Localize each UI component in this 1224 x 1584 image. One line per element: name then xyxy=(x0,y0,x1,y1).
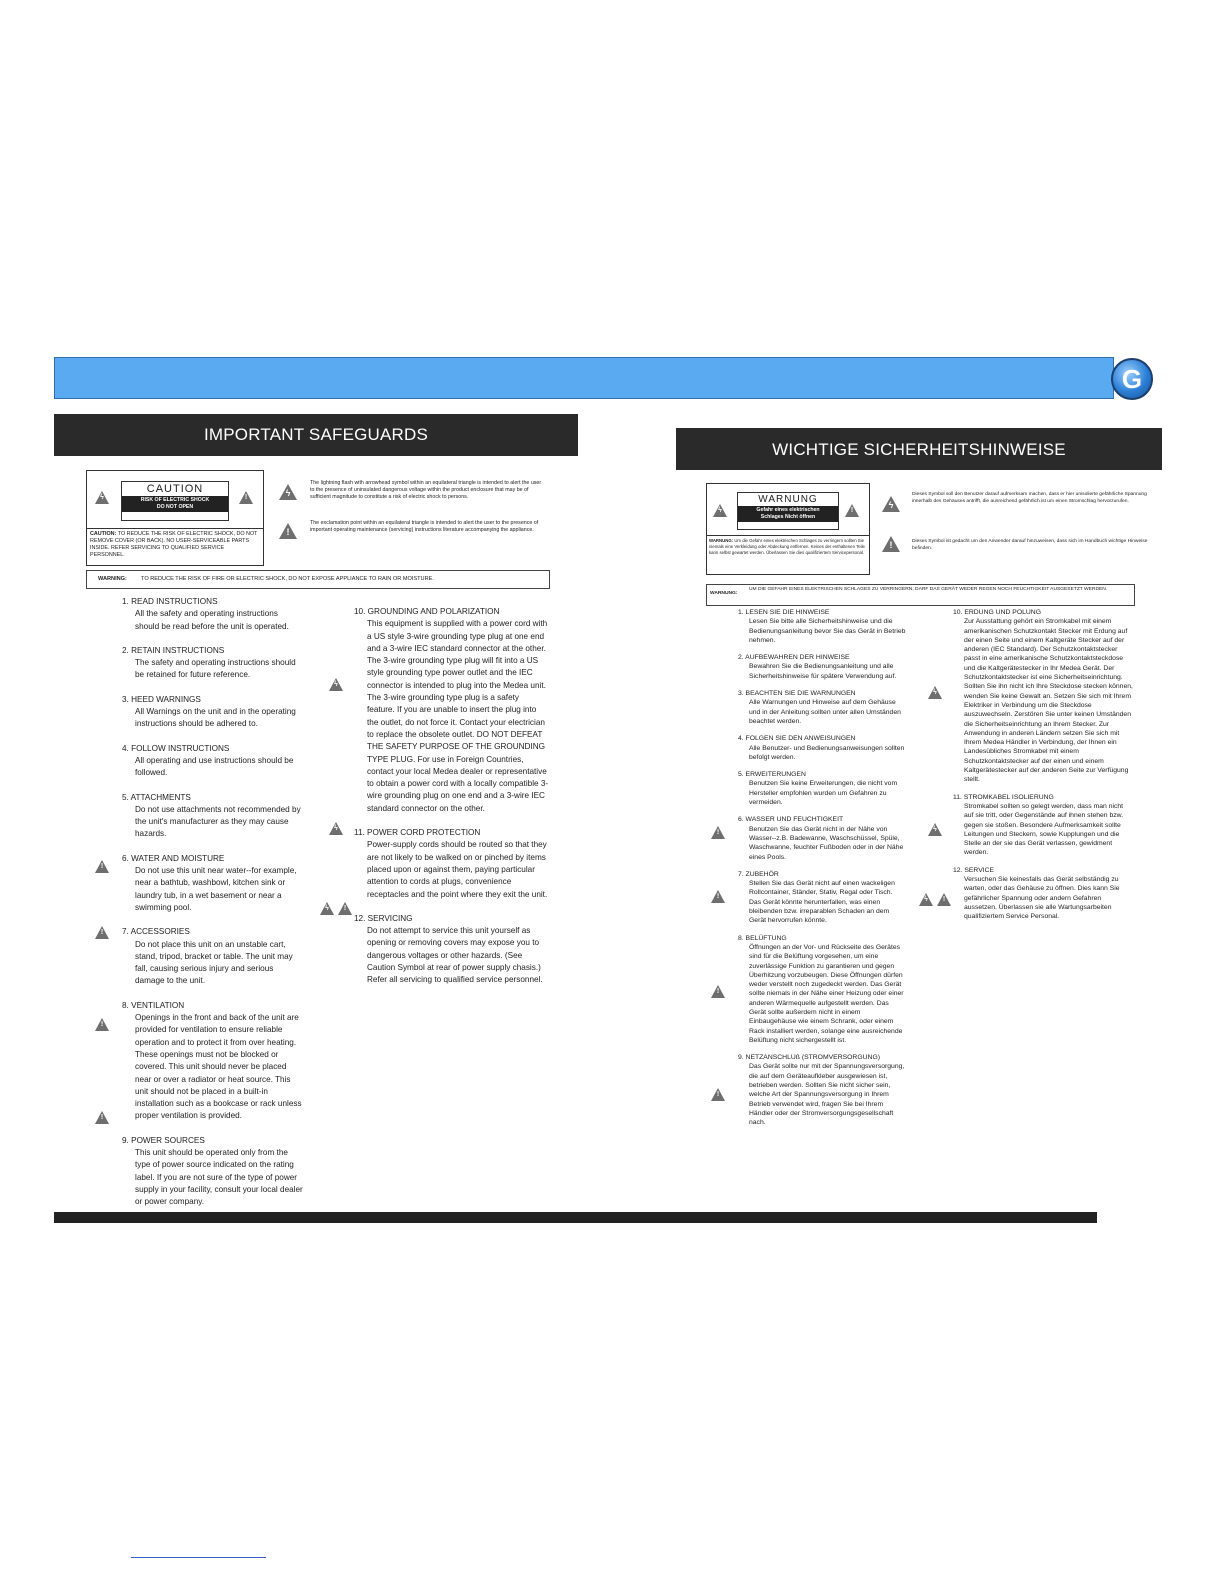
safeguards-column-left-english xyxy=(122,596,304,1208)
exclamation-triangle-icon: ! xyxy=(95,926,109,939)
list-item: 12. SERVICE Versuchen Sie keinesfalls das Gerät selbständig zu warten, oder das Gehäuse zu öffnen. Dies kann Sie gefährlicher Spannung oder andern Gefahren aussetzen. Überlassen sie alle Wartungsarbeiten qualifiziertem Service Personal. xyxy=(953,866,1120,921)
exclamation-triangle-icon: ! xyxy=(711,985,725,998)
exclamation-triangle-icon: ! xyxy=(711,826,725,839)
safeguards-column-right-german xyxy=(953,608,1133,922)
list-item: 3. HEED WARNINGS All Warnings on the unit and in the operating instructions should be adhered to. xyxy=(122,694,296,729)
list-item: 2. AUFBEWAHREN DER HINWEISE Bewahren Sie die Bedienungsanleitung und alle Sicherheitshinweise für spätere Verwendung auf. xyxy=(738,654,897,680)
page-title-english: IMPORTANT SAFEGUARDS xyxy=(54,414,578,456)
list-item: 9. POWER SOURCES This unit should be operated only from the type of power source indicated on the rating label. If you are not sure of the type of power supply in your facility, consult your local dealer or power company. xyxy=(122,1135,303,1207)
list-item: 5. ERWEITERUNGEN Benutzen Sie keine Erweiterungen, die nicht vom Hersteller empfohlen wurden um Gefahren zu vermeiden. xyxy=(738,771,898,807)
lightning-triangle-icon: ϟ xyxy=(713,504,727,517)
exclamation-triangle-icon: ! xyxy=(95,860,109,873)
caution-note-english: CAUTION: TO REDUCE THE RISK OF ELECTRIC SHOCK, DO NOT REMOVE COVER (OR BACK). NO USER-SERVICEABLE PARTS INSIDE. REFER SERVICING TO QUALIFIED SERVICE PERSONNEL. xyxy=(86,528,264,566)
safeguards-column-right-english xyxy=(354,606,549,987)
lightning-symbol-description: Dieses Symbol soll den Benutzer darauf aufmerksam machen, dass er hier unisolierte gefährliche Spannung innerhalb des Gehäuses antrifft, die ausreichend gefährlich ist um einen Stromschlag hervorzurufen. xyxy=(912,492,1147,504)
list-item: 6. WASSER UND FEUCHTIGKEIT Benutzen Sie das Gerät nicht in der Nähe von Wasser--z.B. Badewanne, Waschschüssel, Spüle, Waschwanne, feuchter Fußboden oder in der Nähe eines Pools. xyxy=(738,816,904,861)
exclamation-symbol-description: The exclamation point within an equilateral triangle is intended to alert the user to the presence of important operating maintenance (servicing) instructions literature accompanying the appliance. xyxy=(310,520,539,533)
list-item: 3. BEACHTEN SIE DIE WARNUNGEN Alle Warnungen und Hinweise auf dem Gehäuse und in der Anleitung sollten unter allen Umständen beachtet werden. xyxy=(738,690,901,725)
footer-link-underline xyxy=(131,1557,266,1558)
caution-note-german: WARNUNG: Um die Gefahr eines elektrischen Schlages zu verringern sollten Sie niemals eine Verkleidung oder Abdeckung entfernen. Keines der enthaltenen Teile kann selbst gewartet werden. Überlassen Sie dies qualifiziertem Servicepersonal. xyxy=(706,535,870,575)
lightning-triangle-icon: ϟ xyxy=(320,902,334,915)
list-item: 7. ACCESSORIES Do not place this unit on an unstable cart, stand, tripod, bracket or table. The unit may fall, causing serious injury and serious damage to the unit. xyxy=(122,927,293,986)
list-item: 4. FOLLOW INSTRUCTIONS All operating and use instructions should be followed. xyxy=(122,743,294,778)
g-logo-icon: G xyxy=(1111,358,1153,400)
list-item: 10. ERDUNG UND POLUNG Zur Ausstattung gehört ein Stromkabel mit einem amerikanischen Schutzkontakt Stecker mit Erdung auf der einen Seite und einem Kaltgeräte Stecker auf der anderen (IEC Standard). Der Schutzkontaktstecker passt in eine amerikanische Schutzkontaktsteckdose und die Kaltgerätestecker in Ihr Medea Gerät. Der Schutzkontaktstecker ist eine Sicherheitseinrichtung. Sollten Sie ihn nicht ich Ihre Steckdose stecken können, wenden Sie keine Gewalt an. Setzen Sie sich mit Ihrem Elektriker in Verbindung um die Steckdose auszuwechseln. Zerstören Sie unter keinen Umständen die Sicherheitseinrichtung an Ihrem Stecker. Zur Anwendung in anderen Ländern setzen Sie sich mit Ihrem Medea Händler in Verbindung, der Ihnen ein Landesübliches Stromkabel mit einem Schutzkontaktstecker auf der einen und einem Kaltgerätestecker auf der anderen Seite zur Verfügung stellt. xyxy=(953,609,1133,784)
exclamation-symbol-description: Dieses Symbol ist gedacht um den Anwender darauf hinzuweisen, dass sich im Handbuch wichtige Hinweise befinden. xyxy=(912,539,1148,551)
lightning-triangle-icon: ϟ xyxy=(279,484,297,500)
header-band xyxy=(54,357,1114,399)
list-item: 8. VENTILATION Openings in the front and back of the unit are provided for ventilation to ensure reliable operation and to protect it from over heating. These openings must not be blocked or covered. This unit should never be placed near or over a radiator or heat source. This unit should not be placed in a built-in installation such as a bookcase or rack unless proper ventilation is provided. xyxy=(122,1000,302,1121)
page-title-german: WICHTIGE SICHERHEITSHINWEISE xyxy=(676,428,1162,470)
exclamation-triangle-icon: ! xyxy=(95,1018,109,1031)
exclamation-triangle-icon: ! xyxy=(882,536,900,552)
lightning-triangle-icon: ϟ xyxy=(919,893,933,906)
caution-badge: CAUTION RISK OF ELECTRIC SHOCK DO NOT OPEN xyxy=(121,481,229,521)
lightning-triangle-icon: ϟ xyxy=(329,822,343,835)
list-item: 4. FOLGEN SIE DEN ANWEISUNGEN Alle Benutzer- und Bedienungsanweisungen sollten befolgt werden. xyxy=(738,735,905,761)
footer-band xyxy=(54,1212,1097,1223)
lightning-triangle-icon: ϟ xyxy=(928,823,942,836)
exclamation-triangle-icon: ! xyxy=(845,504,859,517)
list-item: 2. RETAIN INSTRUCTIONS The safety and operating instructions should be retained for future reference. xyxy=(122,645,296,680)
lightning-triangle-icon: ϟ xyxy=(928,686,942,699)
caution-badge: WARNUNG Gefahr eines elektrischen Schlages Nicht öffnen xyxy=(737,492,839,530)
exclamation-triangle-icon: ! xyxy=(239,491,253,504)
list-item: 6. WATER AND MOISTURE Do not use this unit near water--for example, near a bathtub, washbowl, kitchen sink or laundry tub, in a wet basement or near a swimming pool. xyxy=(122,853,297,912)
warning-box-english: WARNING: TO REDUCE THE RISK OF FIRE OR ELECTRIC SHOCK, DO NOT EXPOSE APPLIANCE TO RAIN OR MOISTURE. xyxy=(86,570,550,589)
exclamation-triangle-icon: ! xyxy=(95,1111,109,1124)
exclamation-triangle-icon: ! xyxy=(711,1088,725,1101)
list-item: 8. BELÜFTUNG Öffnungen an der Vor- und Rückseite des Gerätes sind für die Belüftung vorgesehen, um eine zuverlässige Funktion zu garantieren und gegen Überhitzung vorzubeugen. Diese Öffnungen dürfen weder verstellt noch zugedeckt werden. Das Gerät sollte niemals in der Nähe einer Heizung oder einer anderen Wärmequelle aufgestellt werden. Das Gerät sollte außerdem nicht in einem Einbaugehäuse wie einem Schrank, oder einem Rack installiert werden, solange eine ausreichende Belüftung nicht sichergestellt ist. xyxy=(738,934,904,1044)
list-item: 11. STROMKABEL ISOLIERUNG Stromkabel sollten so gelegt werden, dass man nicht auf sie tritt, oder Gegenstände auf ihnen stehen bzw. gegen sie stoßen. Besondere Aufmerksamkeit sollte Leitungen und Steckern, sowie Kupplungen und die Stelle an der sie das Gerät verlassen, gewidment werden. xyxy=(953,793,1124,857)
lightning-triangle-icon: ϟ xyxy=(329,678,343,691)
list-item: 1. READ INSTRUCTIONS All the safety and operating instructions should be read before the unit is operated. xyxy=(122,597,289,631)
list-item: 10. GROUNDING AND POLARIZATION This equipment is supplied with a power cord with a US style 3-wire grounding type plug at one end and a 3-wire IEC standard connector at the other. The 3-wire grounding type plug will fit into a US style grounding type power outlet and the IEC connector is intended to plug into the Medea unit. The 3-wire grounding type plug is a safety feature. If you are unable to insert the plug into the outlet, do not force it. Contact your electrician to replace the obsolete outlet. DO NOT DEFEAT THE SAFETY PURPOSE OF THE GROUNDING TYPE PLUG. For use in Foreign Countries, contact your local Medea dealer or representative to obtain a power cord with a locally compatible 3-wire grounding plug on one end and a 3-wire IEC standard connector on the other. xyxy=(354,607,549,813)
list-item: 9. NETZANSCHLUß (STROMVERSORGUNG) Das Gerät sollte nur mit der Spannungsversorgung, die auf dem Geräteaufkleber ausgewiesen ist, betrieben werden. Sollten Sie nicht sicher sein, welche Art der Spannungsversorgung in Ihrem Betrieb verwendet wird, fragen Sie bei Ihrem Händler oder der Stromversorgungsgesellschaft nach. xyxy=(738,1054,905,1127)
lightning-triangle-icon: ϟ xyxy=(882,496,900,512)
safeguards-column-left-german xyxy=(738,608,906,1128)
exclamation-triangle-icon: ! xyxy=(711,890,725,903)
list-item: 1. LESEN SIE DIE HINWEISE Lesen Sie bitte alle Sicherheitshinweise und die Bedienungsanleitung bevor Sie das Gerät in Betrieb nehmen. xyxy=(738,609,906,644)
warning-box-german: WARNUNG: UM DIE GEFAHR EINES ELEKTRISCHEN SCHLAGES ZU VERRINGERN, DARF DAS GERÄT WEDER REGEN NOCH FEUCHTIGKEIT AUSGESETZT WERDEN. xyxy=(706,584,1135,606)
list-item: 12. SERVICING Do not attempt to service this unit yourself as opening or removing covers may expose you to dangerous voltages or other hazards. (See Caution Symbol at rear of power supply chasis.) Refer all servicing to qualified service personnel. xyxy=(354,913,543,985)
list-item: 7. ZUBEHÖR Stellen Sie das Gerät nicht auf einen wackeligen Rollcontainer, Ständer, Stativ, Regal oder Tisch. Das Gerät könnte herunterfallen, was einen bleibenden bzw. irreparablen Schaden an dem Gerät hervorrufen könnte. xyxy=(738,870,895,925)
caution-label-german xyxy=(706,483,870,541)
exclamation-triangle-icon: ! xyxy=(279,523,297,539)
exclamation-triangle-icon: ! xyxy=(338,902,352,915)
list-item: 5. ATTACHMENTS Do not use attachments not recommended by the unit's manufacturer as they may cause hazards. xyxy=(122,792,301,839)
lightning-symbol-description: The lightning flash with arrowhead symbol within an equilateral triangle is intended to alert the user to the presence of uninsulated dangerous voltage within the product enclosure that may be of sufficient magnitude to constitute a risk of electric shock to persons. xyxy=(310,480,542,500)
list-item: 11. POWER CORD PROTECTION Power-supply cords should be routed so that they are not likely to be walked on or pinched by items placed upon or against them, paying particular attention to cords at plugs, convenience receptacles and the point where they exit the unit. xyxy=(354,828,548,899)
lightning-triangle-icon: ϟ xyxy=(95,491,109,504)
exclamation-triangle-icon: ! xyxy=(937,893,951,906)
